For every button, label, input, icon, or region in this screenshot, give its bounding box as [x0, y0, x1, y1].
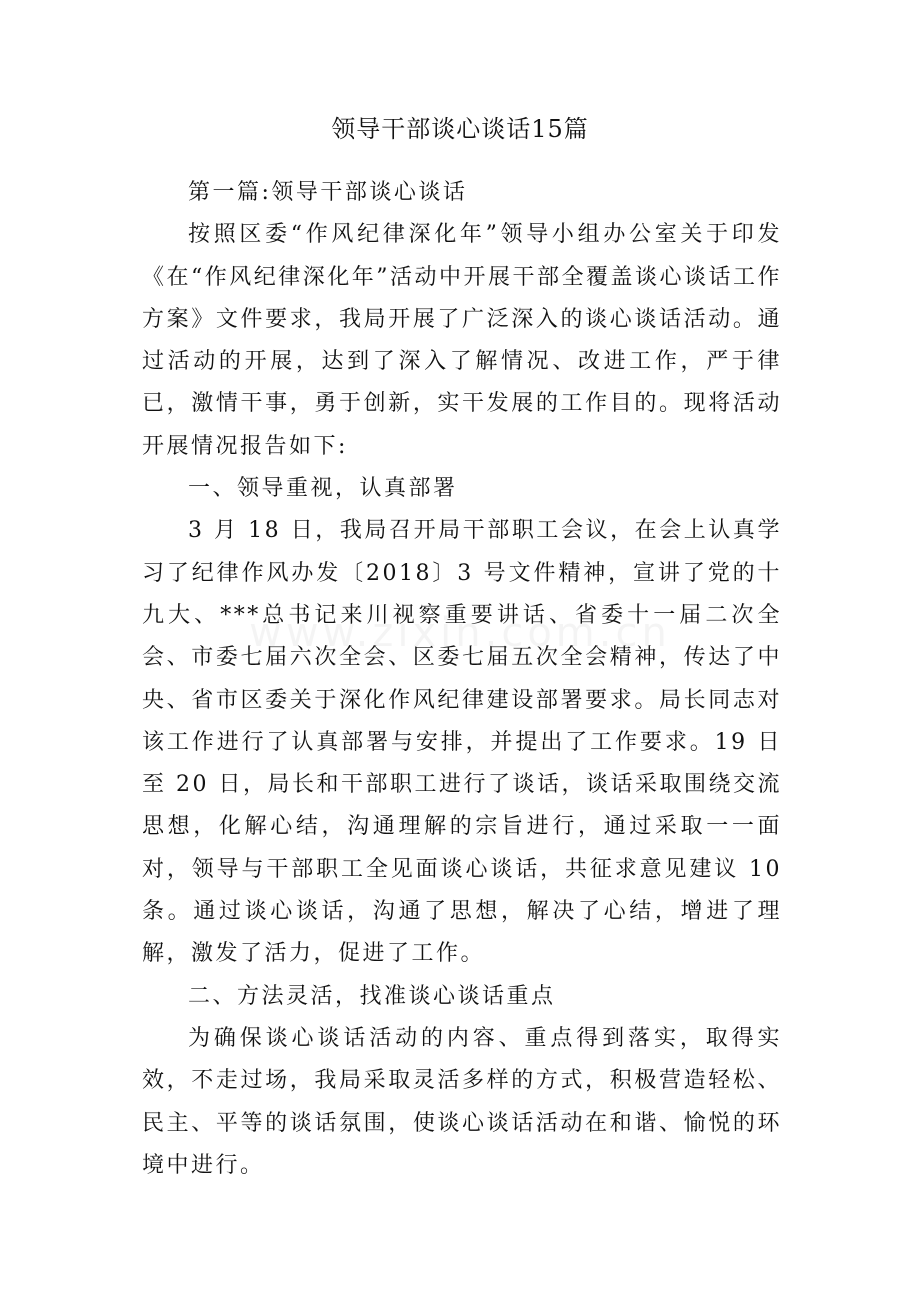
section-heading-1: 一、领导重视，认真部署 — [188, 476, 458, 502]
section-heading-part-one: 第一篇:领导干部谈心谈话 — [188, 180, 468, 205]
section-heading-2: 二、方法灵活，找准谈心谈话重点 — [188, 983, 556, 1009]
body-paragraph-intro: 按照区委“作风纪律深化年”领导小组办公室关于印发《在“作风纪律深化年”活动中开展干部全覆盖谈心谈话工作方案》文件要求，我局开展了广泛深入的谈心谈话活动。通过活动的开展，达到了深入了解情况、改进工作，严于律已，激情干事，勇于创新，实干发展的工作目的。现将活动开展情况报告如下: — [142, 222, 782, 459]
body-paragraph-meeting: 3 月 18 日，我局召开局干部职工会议，在会上认真学习了纪律作风办发〔2018〕3 号文件精神，宣讲了党的十九大、***总书记来川视察重要讲话、省委十一届二次全会、市委七届六次全会、区委七届五次全会精神，传达了中央、省市区委关于深化作风纪律建设部署要求。局长同志对该工作进行了认真部署与安排，并提出了工作要求。19 日至 20 日，局长和干部职工进行了谈话，谈话采取围绕交流思想，化解心结，沟通理解的宗旨进行，通过采取一一面对，领导与干部职工全见面谈心谈话，共征求意见建议 10 条。通过谈心谈话，沟通了思想，解决了心结，增进了理解，激发了活力，促进了工作。 — [142, 518, 782, 967]
document-body — [142, 172, 782, 1187]
body-paragraph-methods: 为确保谈心谈话活动的内容、重点得到落实，取得实效，不走过场，我局采取灵活多样的方式，积极营造轻松、民主、平等的谈话氛围，使谈心谈话活动在和谐、愉悦的环境中进行。 — [142, 1025, 782, 1178]
document-title: 领导干部谈心谈话15篇 — [331, 115, 589, 143]
